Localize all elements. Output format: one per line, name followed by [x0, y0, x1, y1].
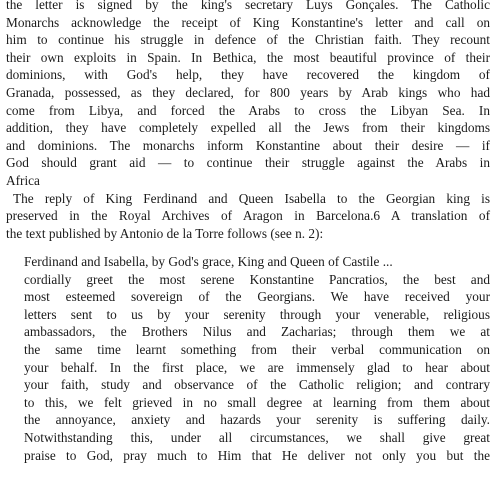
quote-line: letters sent to us by your serenity through your venerable, religious — [24, 306, 490, 322]
quote-line: Notwithstanding this, under all circumstances, we shall give great — [24, 430, 490, 445]
paragraph-line: addition, they have completely expelled all the Jews from their kingdoms — [6, 120, 490, 136]
quote-line: your behalf. In the first place, we are immensely glad to hear about — [24, 359, 490, 375]
paragraph-line: The reply of King Ferdinand and Queen Isabella to the Georgian king is — [13, 190, 490, 206]
paragraph-line: the text published by Antonio de la Torre follows (see n. 2): — [6, 225, 324, 241]
paragraph-line: the letter is signed by the king's secretary Luys Gonçales. The Catholic — [6, 0, 490, 12]
paragraph-line: God should grant aid — to continue their struggle against the Arabs in — [6, 155, 490, 171]
quote-line: ambassadors, the Brothers Nilus and Zacharias; through them we at — [24, 324, 490, 340]
paragraph-line: Monarchs acknowledge the receipt of King Konstantine's letter and call on — [6, 14, 490, 30]
paragraph-line: and dominions. The monarchs inform Konstantine about their desire — if — [6, 137, 490, 153]
quote-line: praise to God, pray much to Him that He deliver not only you but the — [24, 447, 490, 463]
paragraph-line: Africa — [6, 173, 40, 188]
quote-line: the annoyance, anxiety and hazards your serenity is suffering daily. — [24, 412, 490, 428]
paragraph-line: dominions, with God's help, they have recovered the kingdom of — [6, 67, 490, 83]
quote-line: Ferdinand and Isabella, by God's grace, King and Queen of Castile ... — [24, 254, 393, 269]
paragraph-line: come from Libya, and forced the Arabs to cross the Libyan Sea. In — [6, 102, 490, 118]
paragraph-line: preserved in the Royal Archives of Aragon in Barcelona.6 A translation of — [6, 208, 490, 224]
quote-line: the same time learnt something from their verbal communication on — [24, 342, 490, 357]
quote-line: to this, we felt grieved in no small degree at learning from them about — [24, 394, 490, 410]
quote-line: most esteemed sovereign of the Georgians. We have received your — [24, 289, 490, 305]
quote-line: your faith, study and observance of the Catholic religion; and contrary — [24, 377, 490, 393]
quote-line: cordially greet the most serene Konstantine Pancratios, the best and — [24, 271, 490, 287]
paragraph-line: their own exploits in Spain. In Bethica, the most beautiful province of their — [6, 49, 490, 65]
paragraph-line: him to continue his struggle in defence of the Christian faith. They recount — [6, 32, 490, 48]
paragraph-line: Granada, possessed, as they declared, for 800 years by Arab kings who had — [6, 85, 490, 100]
